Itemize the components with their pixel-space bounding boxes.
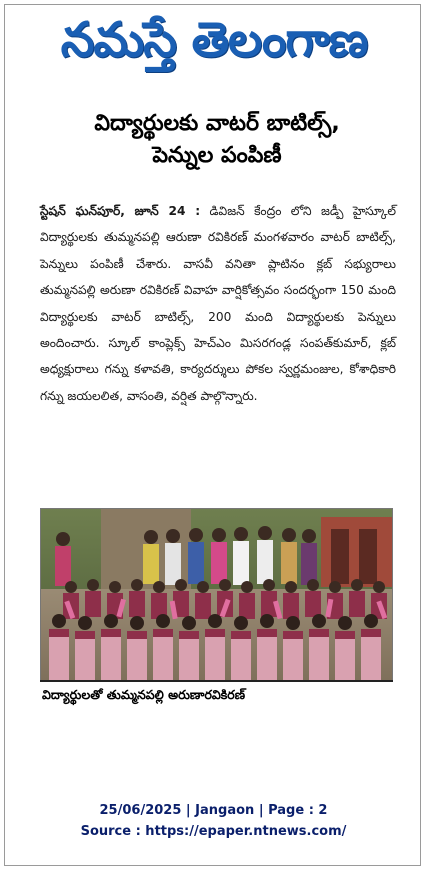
footer-source: Source : https://epaper.ntnews.com/ xyxy=(80,824,347,839)
article-body xyxy=(40,198,396,409)
masthead-title: నమస్తే తెలంగాణ xyxy=(60,12,368,68)
article-headline xyxy=(36,108,398,172)
footer-date-edition: 25/06/2025 | Jangaon | Page : 2 xyxy=(99,803,328,818)
news-photo xyxy=(40,508,393,682)
headline-line-1: విద్యార్థులకు వాటర్ బాటిల్స్, xyxy=(94,111,340,136)
headline-line-2: పెన్నుల పంపిణీ xyxy=(152,143,282,168)
newspaper-masthead xyxy=(22,8,406,72)
students-group-photo xyxy=(41,509,393,682)
article-dateline: స్టేషన్ ఘన్‌పూర్, జూన్ 24 : xyxy=(40,204,201,218)
photo-caption: విద్యార్థులతో తుమ్మనపల్లి అరుణారవికిరణ్ xyxy=(40,680,393,708)
article-text: డివిజన్ కేంద్రం లోని జడ్పీ హైస్కూల్ విద్యార్థులకు తుమ్మనపల్లి ఆరుణా రవికిరణ్ మంగళవారం వాటర్ బాటిల్స్, పెన్నులు పంపిణీ చేశారు. వాసవీ వనితా ప్లాటినం క్లబ్ సభ్యురాలు తుమ్మనపల్లి అరుణా రవికిరణ్ వివాహ వార్షికోత్సవం సందర్భంగా 150 మంది విద్యార్థులకు వాటర్ బాటిల్స్, 200 మంది విద్యార్థులకు పెన్నులు అందించారు. స్కూల్ కాంప్లెక్స్ హెచ్ఎం మిసరగండ్ల సంపత్‌కుమార్, క్లబ్ అధ్యక్షురాలు గన్ను కళావతి, కార్యదర్శులు పోకల స్వర్ణమంజుల, కోశాధికారి గన్ను జయలలిత, వాసంతి, వర్షిత పాల్గొన్నారు. xyxy=(40,204,397,403)
page-footer xyxy=(0,800,427,842)
